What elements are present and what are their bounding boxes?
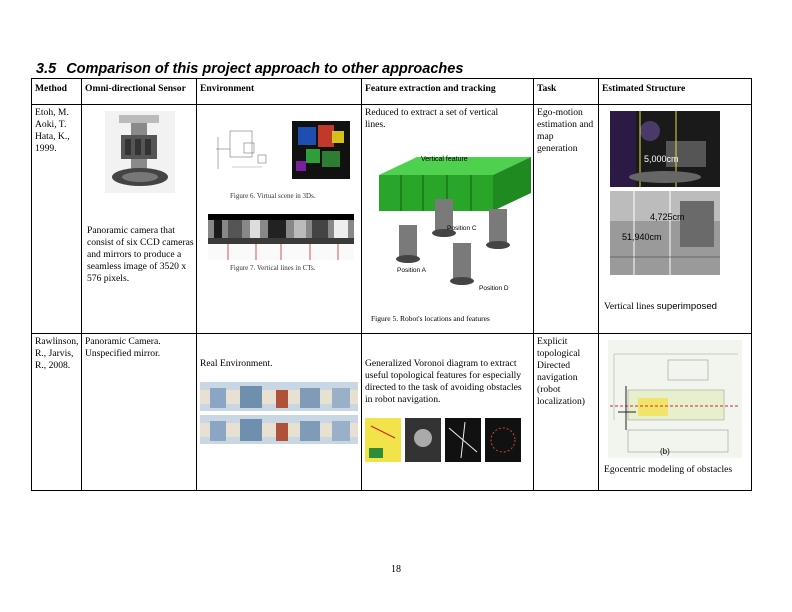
- structure-cell: [599, 334, 752, 491]
- structure-cell: [599, 105, 752, 334]
- distance-label-1: 5,000cm: [644, 154, 679, 164]
- figure-5-caption: Figure 5. Robot's locations and features: [371, 314, 490, 323]
- distance-label-3: 51,940cm: [622, 232, 662, 242]
- method-cell: Etoh, M. Aoki, T. Hata, K., 1999.: [32, 105, 82, 334]
- egocentric-map-image: [608, 340, 742, 458]
- feature-cell: [362, 334, 534, 491]
- position-a-label: Position A: [397, 267, 426, 274]
- header-structure: Estimated Structure: [599, 79, 752, 105]
- task-cell: Ego-motion estimation and map generation: [534, 105, 599, 334]
- header-task: Task: [534, 79, 599, 105]
- sensor-cell: Panoramic Camera. Unspecified mirror.: [82, 334, 197, 491]
- comparison-table: [31, 78, 752, 491]
- position-c-label: Position C: [447, 225, 477, 232]
- table-header-row: [32, 79, 752, 105]
- section-title: Comparison of this project approach to other approaches: [66, 61, 464, 77]
- feature-cell: [362, 105, 534, 334]
- structure-superimposed: superimposed: [656, 301, 718, 312]
- page-number: 18: [391, 564, 401, 575]
- method-cell: Rawlinson, R., Jarvis, R., 2008.: [32, 334, 82, 491]
- sensor-description: Panoramic camera that consist of six CCD cameras and mirrors to produce a seamless image of 3520 x 576 pixels.: [87, 225, 194, 284]
- header-feature: Feature extraction and tracking: [362, 79, 534, 105]
- panorama-strip: [208, 214, 354, 244]
- section-heading: [36, 61, 463, 77]
- top-view-diagram: [212, 129, 272, 179]
- structure-description: Egocentric modeling of obstacles: [604, 464, 733, 475]
- figure-7-caption: Figure 7. Vertical lines in CTs.: [230, 264, 316, 272]
- sensor-cell: [82, 105, 197, 334]
- vertical-lines-strip: [208, 244, 354, 260]
- panoramic-camera-image: [105, 111, 175, 193]
- structure-description: [604, 301, 717, 313]
- map-b-label: (b): [660, 447, 670, 456]
- distance-label-2: 4,725cm: [650, 212, 685, 222]
- task-cell: Explicit topological Directed navigation (robot localization): [534, 334, 599, 491]
- header-environment: Environment: [197, 79, 362, 105]
- header-method: Method: [32, 79, 82, 105]
- vertical-feature-label: Vertical feature: [421, 156, 468, 163]
- table-row: [32, 105, 752, 334]
- feature-description: Generalized Voronoi diagram to extract useful topological features for especially directed to the task of avoiding obstacles in robot navigation.: [365, 358, 522, 405]
- table-row: [32, 334, 752, 491]
- feature-description: Reduced to extract a set of vertical lines.: [365, 107, 499, 130]
- header-sensor: Omni-directional Sensor: [82, 79, 197, 105]
- figure-6-caption: Figure 6. Virtual scene in 3Ds.: [230, 192, 316, 200]
- section-number: 3.5: [36, 61, 57, 77]
- structure-prefix: Vertical lines: [604, 301, 657, 312]
- environment-cell: [197, 334, 362, 491]
- environment-cell: [197, 105, 362, 334]
- cubes-3d-image: [292, 121, 350, 179]
- superimposed-image-1: [610, 111, 720, 187]
- environment-description: Real Environment.: [200, 358, 273, 369]
- panoramic-real-images: [200, 382, 358, 444]
- voronoi-diagrams: [365, 418, 521, 462]
- position-d-label: Position D: [479, 285, 509, 292]
